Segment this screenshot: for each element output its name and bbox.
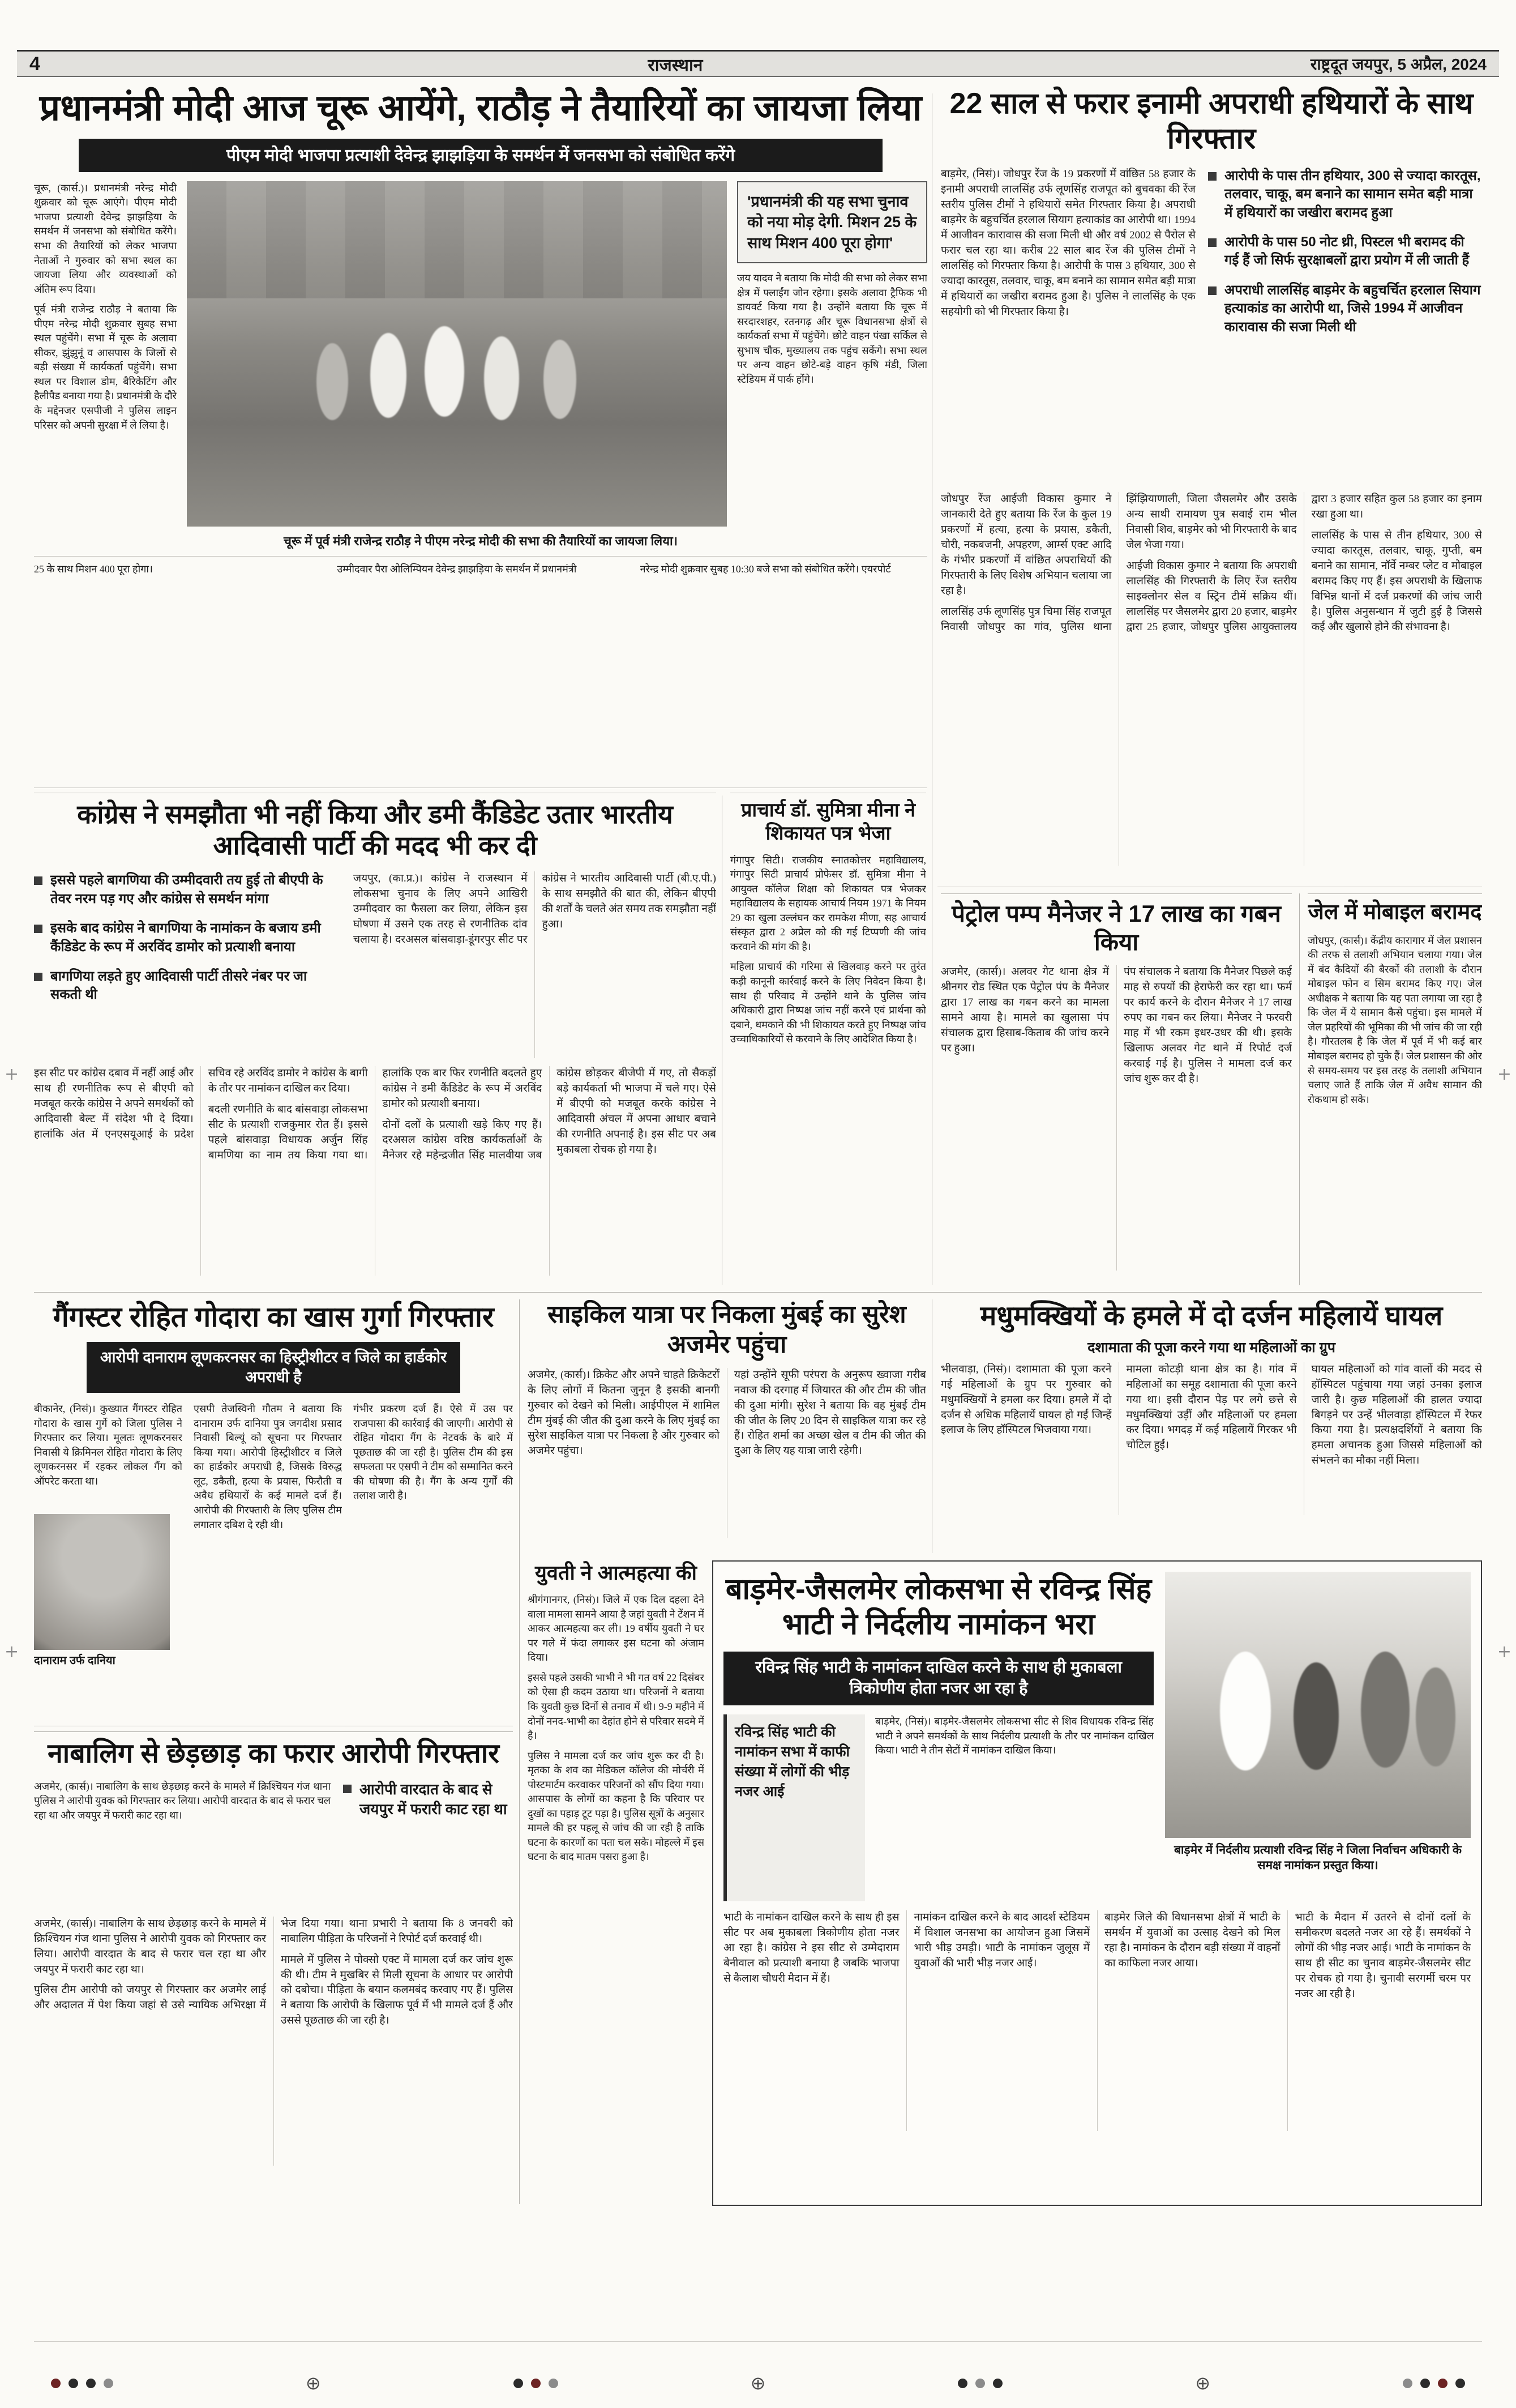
body-continuation: इस सीट पर कांग्रेस दबाव में नहीं आई और साथ ही रणनीतिक रूप से बीएपी को मजबूत करके कांग्रेस ने अपने समर्थकों को आदिवासी बेल्ट में संदेश भी दे दिया। हालांकि अंत में एनएसयूआई के प्रदेश सचिव रहे अरविंद डामोर ने कांग्रेस के बागी के तौर पर नामांकन दाखिल कर दिया। बदली रणनीति के बाद बांसवाड़ा लोकसभा सीट के प्रत्याशी राजकुमार रोत हैं। इससे पहले बांसवाड़ा विधायक अर्जुन सिंह बामणिया का नाम तय किया गया था। हालांकि एक बार फिर रणनीति बदलते हुए कांग्रेस ने डमी कैंडिडेट के रूप में अरविंद डामोर को प्रत्याशी बनाया। दोनों दलों के प्रत्याशी खड़े किए गए हैं। दरअसल कांग्रेस वरिष्ठ कार्यकर्ताओं के मैनेजर रहे महेन्द्रजीत सिंह मालवीया जब कांग्रेस छोड़कर बीजेपी में गए, तो सैकड़ों बड़े कार्यकर्ता भी भाजपा में चले गए। ऐसे में बीएपी को मजबूत करके कांग्रेस ने आदिवासी अंचल में अपना आधार बचाने की रणनीति अपनाई है। इस सीट पर अब मुकाबला रोचक हो गया है। bbox=[34, 1067, 716, 1162]
crop-mark-icon: + bbox=[5, 1064, 19, 1084]
rally-preparation-photo bbox=[187, 181, 727, 527]
headline: नाबालिग से छेड़छाड़ का फरार आरोपी गिरफ्तार bbox=[48, 1739, 499, 1769]
body-column: बाड़मेर, (निसं)। बाड़मेर-जैसलमेर लोकसभा सीट से शिव विधायक रविन्द्र सिंह भाटी ने अपने समर्थकों के साथ निर्दलीय प्रत्याशी के तौर पर नामांकन दाखिल किया। भाटी ने तीन सेटों में नामांकन दाखिल किया। bbox=[875, 1716, 1154, 1756]
masthead bbox=[17, 50, 1499, 77]
headline: युवती ने आत्महत्या की bbox=[535, 1561, 697, 1584]
registration-dot bbox=[1420, 2379, 1430, 2388]
registration-dot bbox=[68, 2379, 78, 2388]
article-petrol-embezzlement bbox=[941, 893, 1292, 1285]
under-column: 25 के साथ मिशन 400 पूरा होगा। bbox=[34, 563, 153, 575]
article-minor-molestation bbox=[34, 1731, 513, 2206]
headline: 22 साल से फरार इनामी अपराधी हथियारों के साथ गिरफ्तार bbox=[949, 87, 1474, 156]
bullet-item bbox=[34, 919, 340, 956]
headline: प्रधानमंत्री मोदी आज चूरू आयेंगे, राठौड़ ने तैयारियों का जायजा लिया bbox=[39, 87, 922, 128]
pull-quote-box: 'प्रधानमंत्री की यह सभा चुनाव को नया मोड़ देगी. मिशन 25 के साथ मिशन 400 पूरा होगा' bbox=[737, 181, 927, 263]
headline: बाड़मेर-जैसलमेर लोकसभा से रविन्द्र सिंह भाटी ने निर्दलीय नामांकन भरा bbox=[725, 1573, 1152, 1641]
body-column: अजमेर, (कार्स)। क्रिकेट और अपने चाहते क्रिकेटरों के लिए लोगों में कितना जुनून है इसकी बानगी गुरुवार को देखने को मिली। आईपीएल में शामिल टीम मुंबई की जीत की दुआ करने के लिए मुंबई का सुरेश साइकिल यात्रा पर निकला है और गुरुवार को अजमेर पहुंचा। यहां उन्होंने सूफी परंपरा के अनुरूप ख्वाजा गरीब नवाज की दरगाह में जियारत की और टीम की जीत की दुआ मांगी। सुरेश ने बताया कि वह मुंबई टीम की जीत के लिए 20 दिन से साइकिल यात्रा कर रहे हैं। रोहित शर्मा का अच्छा खेल व टीम की जीत की दुआ के लिए यह यात्रा जारी रहेगी। bbox=[528, 1368, 926, 1457]
registration-dot bbox=[51, 2379, 61, 2388]
article-gangster-aide bbox=[34, 1300, 513, 1723]
tent-canopy bbox=[187, 181, 727, 298]
photo-figure bbox=[1361, 1652, 1410, 1768]
bullet-text: बागणिया लड़ते हुए आदिवासी पार्टी तीसरे नंबर पर जा सकती थी bbox=[50, 968, 307, 1003]
article-fugitive-arrest bbox=[941, 86, 1482, 882]
bullet-text: इसके बाद कांग्रेस ने बागणिया के नामांकन के बजाय डमी कैंडिडेट के रूप में अरविंद डामोर को प्रत्याशी बनाया bbox=[50, 921, 321, 955]
section-title: राजस्थान bbox=[648, 55, 703, 75]
body-column: बाड़मेर, (निसं)। जोधपुर रेंज के 19 प्रकरणों में वांछित 58 हजार के इनामी अपराधी लालसिंह उर्फ लूणसिंह राजपूत को बुचवका की रेंज स्तरीय पुलिस टीमों ने हथियारों समेत गिरफ्तार किया है। अपराधी बाड़मेर के बहुचर्चित हरलाल सियाग हत्याकांड का आरोपी था। 1994 में आजीवन कारावास की सजा मिली थी और वर्ष 2002 से पैरोल से फरार चल रहा था। करीब 22 साल बाद रेंज की पुलिस टीमों ने लालसिंह को गिरफ्तार किया है। आरोपी के पास 3 हथियार, 300 से ज्यादा कारतूस, तलवार, चाकू, बम बनाने का सामान समेत बड़ी मात्रा में हथियारों का जखीरा बरामद हुआ है। पुलिस ने लालसिंह के एक सहयोगी को भी गिरफ्तार किया है। bbox=[941, 168, 1196, 318]
kicker-bar: पीएम मोदी भाजपा प्रत्याशी देवेन्द्र झाझड़िया के समर्थन में जनसभा को संबोधित करेंगे bbox=[79, 139, 883, 172]
highlight-note: आरोपी वारदात के बाद से जयपुर में फरारी काट रहा था bbox=[359, 1780, 507, 1817]
registration-dot bbox=[1455, 2379, 1465, 2388]
registration-dots bbox=[51, 2379, 113, 2388]
registration-dot bbox=[975, 2379, 985, 2388]
article-bee-attack bbox=[941, 1300, 1482, 1555]
photo-figure bbox=[370, 333, 406, 418]
kicker-bar: रविन्द्र सिंह भाटी के नामांकन दाखिल करने के साथ ही मुकाबला त्रिकोणीय होता नजर आ रहा है bbox=[723, 1652, 1154, 1705]
article-principal-complaint bbox=[730, 793, 926, 1288]
square-bullet-icon bbox=[34, 973, 42, 981]
body-column: बीकानेर, (निसं)। कुख्यात गैंगस्टर रोहित गोदारा के खास गुर्गे को जिला पुलिस ने गिरफ्तार कर लिया। मूलतः लूणकरनसर निवासी ये क्रिमिनल रोहित गोदारा के लिए लूणकरनसर में रहकर लोकल गैंग को ऑपरेट करता था। bbox=[34, 1403, 182, 1487]
registration-dot bbox=[1403, 2379, 1412, 2388]
body-column: जोधपुर, (कार्स)। केंद्रीय कारागार में जेल प्रशासन की तरफ से तलाशी अभियान चलाया गया। जेल में बंद कैदियों की बैरकों की तलाशी के दौरान मोबाइल फोन व सिम बरामद किए गए। जेल अधीक्षक ने बताया कि यह पता लगाया जा रहा है कि जेल में ये सामान कैसे पहुंचा। इस मामले में जेल प्रहरियों की भूमिका की भी जांच की जा रही है। गौरतलब है कि जेल में पूर्व में भी कई बार मोबाइल बरामद हो चुके हैं। जेल प्रशासन की ओर से समय-समय पर इस तरह के तलाशी अभियान चलाए जाते हैं ताकि जेल में अवैध सामान की रोकथाम हो सके। bbox=[1308, 934, 1482, 1105]
registration-dot bbox=[993, 2379, 1003, 2388]
registration-dot bbox=[86, 2379, 96, 2388]
photo-figure bbox=[425, 326, 464, 417]
column-rule bbox=[1299, 893, 1300, 1285]
article-yuvati bbox=[528, 1560, 704, 2206]
accused-portrait-photo bbox=[34, 1514, 170, 1650]
crop-mark-icon: + bbox=[1497, 1064, 1511, 1084]
registration-dots bbox=[513, 2379, 558, 2388]
page-number: 4 bbox=[29, 53, 40, 75]
body-column: गंगापुर सिटी। राजकीय स्नातकोत्तर महाविद्यालय, गंगापुर सिटी प्राचार्य प्रोफेसर डॉ. सुमित्रा मीना ने आयुक्त कॉलेज शिक्षा को शिकायत पत्र भेजकर महाविद्यालय के सहायक आचार्य नियम 1971 के नियम 29 का खुला उल्लंघन कर रामकेश मीणा, सह आचार्य संस्कृत द्वारा 2 अप्रेल को की गई टिप्पणी की जांच करवाने की मांग की है। महिला प्राचार्य की गरिमा से खिलवाड़ करने पर तुरंत कड़ी कानूनी कार्रवाई करने के लिए निवेदन किया है। साथ ही परिवाद में उन्होंने थाने के पुलिस जांच अधिकारी द्वारा निष्पक्ष जांच नहीं करने एवं प्रार्थना को दबाने, धमकाने की भी शिकायत करते हुए निष्पक्ष जांच उच्चाधिकारियों से करवाने के लिए आदेशित किया है। bbox=[730, 854, 926, 1045]
target-mark-icon: ⊕ bbox=[305, 2372, 321, 2394]
portrait-caption: दानाराम उर्फ दानिया bbox=[34, 1654, 115, 1667]
section-rule bbox=[34, 1292, 1482, 1293]
body-column: अजमेर, (कार्स)। अलवर गेट थाना क्षेत्र में श्रीनगर रोड स्थित एक पेट्रोल पंप के मैनेजर द्वारा 17 लाख का गबन करने का मामला सामने आया है। मामले का खुलासा पंप संचालक द्वारा हिसाब-किताब की जांच करने पर हुआ। पंप संचालक ने बताया कि मैनेजर पिछले कई माह से रुपयों की हेराफेरी कर रहा था। फर्म पर कार्य करने के दौरान मैनेजर ने 17 लाख रुपए का गबन कर लिया। मैनेजर ने फरवरी माह में भी रकम इधर-उधर की थी। इसके खिलाफ अलवर गेट थाने में रिपोर्ट दर्ज करवाई गई है। पुलिस ने मामला दर्ज कर जांच शुरू कर दी है। bbox=[941, 965, 1292, 1085]
body-column: एसपी तेजस्विनी गौतम ने बताया कि दानाराम उर्फ दानिया पुत्र जगदीश प्रसाद निवासी बिल्यूं को सूचना पर गिरफ्तार किया गया। आरोपी हिस्ट्रीशीटर व जिले का हार्डकोर अपराधी है, जिसके विरुद्ध लूट, डकैती, हत्या के प्रयास, फिरौती व अवैध हथियारों के कई मामले दर्ज हैं। आरोपी की गिरफ्तारी के लिए पुलिस टीम लगातार दबिश दे रही थी। bbox=[194, 1403, 342, 1530]
square-bullet-icon bbox=[343, 1785, 352, 1793]
headline: जेल में मोबाइल बरामद bbox=[1308, 900, 1482, 924]
body-column: जय यादव ने बताया कि मोदी की सभा को लेकर सभा क्षेत्र में फ्लाईंग जोन रहेगा। इसके अलावा ट्रैफिक भी डायवर्ट किया गया है। उन्होंने बताया कि चूरू में सरदारशहर, रतनगढ़ और चूरू विधानसभा क्षेत्रों से कार्यकर्ता सभा में पहुंचेंगे। छोटे वाहन पंखा सर्किल से सुभाष चौक, मुख्यालय तक पहुंच सकेंगे। सभा स्थल पर अन्य वाहन छोटे-बड़े वाहन कृषि मंडी, जिला स्टेडियम में पार्क होंगे। bbox=[737, 272, 927, 385]
photo-figure bbox=[484, 336, 519, 420]
info-box: रविन्द्र सिंह भाटी की नामांकन सभा में काफी संख्या में लोगों की भीड़ नजर आई bbox=[723, 1714, 865, 1901]
nomination-photo bbox=[1165, 1572, 1471, 1838]
target-mark-icon: ⊕ bbox=[750, 2372, 766, 2394]
body-column: चूरू, (कार्स.)। प्रधानमंत्री नरेन्द्र मोदी शुक्रवार को चूरू आएंगे। पीएम मोदी भाजपा प्रत्याशी देवेन्द्र झाझड़िया के समर्थन में जनसभा को संबोधित करेंगे। सभा की तैयारियों को लेकर भाजपा नेताओं ने गुरुवार को सभा स्थल का जायजा लिया और व्यवस्थाओं को अंतिम रूप दिया। पूर्व मंत्री राजेन्द्र राठौड़ ने बताया कि पीएम नरेन्द्र मोदी शुक्रवार सुबह सभा स्थल पहुंचेंगे। सभा में चूरू के अलावा सीकर, झुंझुनूं व आसपास के जिलों से बड़ी संख्या में कार्यकर्ता पहुंचेंगे। सभा स्थल पर विशाल डोम, बैरिकेटिंग और हैलीपैड बनाया गया है। प्रधानमंत्री के दौरे के मद्देनजर एसपीजी ने पुलिस लाइन परिसर को अपनी सुरक्षा में ले लिया है। bbox=[34, 182, 177, 431]
headline: कांग्रेस ने समझौता भी नहीं किया और डमी कैंडिडेट उतार भारतीय आदिवासी पार्टी की मदद भी कर दी bbox=[77, 799, 673, 861]
bullet-text: अपराधी लालसिंह बाड़मेर के बहुचर्चित हरलाल सियाग हत्याकांड का आरोपी था, जिसे 1994 में आजीवन कारावास की सजा मिली थी bbox=[1224, 282, 1481, 335]
bullet-text: आरोपी के पास तीन हथियार, 300 से ज्यादा कारतूस, तलवार, चाकू, बम बनाने का सामान समेत बड़ी मात्रा में हथियारों का जखीरा बरामद हुआ bbox=[1224, 168, 1481, 220]
bullet-item bbox=[1208, 233, 1482, 270]
square-bullet-icon bbox=[1208, 238, 1217, 247]
registration-dots bbox=[958, 2379, 1003, 2388]
bullet-text: आरोपी के पास 50 नोट थ्री, पिस्टल भी बरामद की गई हैं जो सिर्फ सुरक्षाबलों द्वारा प्रयोग में ली जाती हैं bbox=[1224, 234, 1470, 268]
bullet-item bbox=[34, 968, 340, 1004]
registration-dot bbox=[513, 2379, 523, 2388]
headline: प्राचार्य डॉ. सुमित्रा मीना ने शिकायत पत्र भेजा bbox=[741, 799, 915, 844]
crop-mark-icon: + bbox=[1497, 1642, 1511, 1662]
article-cycle-yatra bbox=[528, 1300, 926, 1555]
body-column: भीलवाड़ा, (निसं)। दशामाता की पूजा करने गई महिलाओं के ग्रुप पर गुरुवार को मधुमक्खियों ने हमला कर दिया। हमले में दो दर्जन से अधिक महिलायें घायल हो गईं जिन्हें इलाज के लिए हॉस्पिटल भिजवाया गया। मामला कोटड़ी थाना क्षेत्र का है। गांव में महिलाओं का समूह दशामाता की पूजा करने गया था। इसी दौरान पेड़ पर लगे छत्ते से मधुमक्खियां उड़ीं और महिलाओं पर हमला कर दिया। भगदड़ में कई महिलायें गिरकर भी चोटिल हुईं। घायल महिलाओं को गांव वालों की मदद से हॉस्पिटल पहुंचाया गया जहां उनका इलाज जारी है। कुछ महिलाओं की हालत ज्यादा बिगड़ने पर उन्हें भीलवाड़ा हॉस्पिटल में रेफर किया गया है। प्रत्यक्षदर्शियों ने बताया कि हमला अचानक हुआ जिससे महिलाओं को संभलने का मौका नहीं मिला। bbox=[941, 1363, 1482, 1467]
headline: साइकिल यात्रा पर निकला मुंबई का सुरेश अजमेर पहुंचा bbox=[547, 1301, 906, 1358]
photo-caption: चूरू में पूर्व मंत्री राजेन्द्र राठौड़ ने पीएम नरेन्द्र मोदी की सभा की तैयारियों का जायजा लिया। bbox=[283, 533, 678, 548]
edition-date: राष्ट्रदूत जयपुर, 5 अप्रैल, 2024 bbox=[1310, 55, 1487, 73]
photo-figure bbox=[543, 340, 576, 419]
body-continuation: जोधपुर रेंज आईजी विकास कुमार ने जानकारी देते हुए बताया कि रेंज के कुल 19 प्रकरणों में हत्या, हत्या के प्रयास, डकैती, चोरी, नकबजनी, अपहरण, आर्म्स एक्ट आदि के गंभीर प्रकरणों में वांछित अपराधियों की गिरफ्तारी के लिए विशेष अभियान चलाया जा रहा है। लालसिंह उर्फ लूणसिंह पुत्र चिमा सिंह राजपूत निवासी जोधपुर का गांव, पुलिस थाना झिंझियाणाली, जिला जैसलमेर और उसके अन्य साथी रामायण पुत्र सवाई राम भील निवासी शिव, बाड़मेर को भी गिरफ्तारी के बाद जेल भेजा गया। आईजी विकास कुमार ने बताया कि अपराधी लालसिंह की गिरफ्तारी के लिए रेंज स्तरीय साइक्लोनर सेल व स्ट्रिन टीमें सक्रिय थीं। लालसिंह पर जैसलमेर द्वारा 20 हजार, बाड़मेर द्वारा 25 हजार, जोधपुर पुलिस आयुक्तालय द्वारा 3 हजार सहित कुल 58 हजार का इनाम रखा हुआ था। लालसिंह के पास से तीन हथियार, 300 से ज्यादा कारतूस, तलवार, चाकू, गुप्ती, बम बनाने का सामान, नॉर्वे नम्बर प्लेट व मोबाइल बरामद किए गए हैं। इस अपराधी के खिलाफ विभिन्न थानों में दर्ज प्रकरणों की जांच जारी है। पुलिस अनुसन्धान में जुटी हुई है जिससे कई और खुलासे होने की संभावना है। bbox=[941, 493, 1482, 633]
bullet-item bbox=[1208, 281, 1482, 336]
headline: पेट्रोल पम्प मैनेजर ने 17 लाख का गबन किया bbox=[952, 900, 1281, 956]
article-bhati-nomination bbox=[712, 1560, 1482, 2206]
column-rule bbox=[519, 1299, 520, 2204]
print-registration-strip bbox=[17, 2371, 1499, 2396]
under-column: उम्मीदवार पैरा ओलिम्पियन देवेन्द्र झाझड़िया के समर्थन में प्रधानमंत्री bbox=[337, 563, 577, 575]
bullet-item bbox=[34, 871, 340, 908]
kicker-bar: आरोपी दानाराम लूणकरनसर का हिस्ट्रीशीटर व जिले का हार्डकोर अपराधी है bbox=[87, 1342, 460, 1393]
square-bullet-icon bbox=[34, 925, 42, 933]
under-column: नरेन्द्र मोदी शुक्रवार सुबह 10:30 बजे सभा को संबोधित करेंगे। एयरपोर्ट bbox=[640, 563, 891, 575]
registration-dot bbox=[549, 2379, 558, 2388]
footer-rule bbox=[34, 2341, 1482, 2342]
photo-figure bbox=[1294, 1662, 1339, 1770]
photo-caption: बाड़मेर में निर्दलीय प्रत्याशी रविन्द्र सिंह ने जिला निर्वाचन अधिकारी के समक्ष नामांकन प्रस्तुत किया। bbox=[1174, 1844, 1462, 1872]
bullet-item bbox=[1208, 167, 1482, 222]
photo-figure bbox=[1220, 1652, 1271, 1770]
body-column: अजमेर, (कार्स)। नाबालिग के साथ छेड़छाड़ करने के मामले में क्रिश्चियन गंज थाना पुलिस ने आरोपी युवक को गिरफ्तार कर लिया। आरोपी वारदात के बाद से फरार चल रहा था और जयपुर में फरारी काट रहा था। bbox=[34, 1780, 331, 1821]
square-bullet-icon bbox=[1208, 286, 1217, 295]
headline: गैंगस्टर रोहित गोदारा का खास गुर्गा गिरफ्तार bbox=[53, 1301, 494, 1333]
body-column: जयपुर, (का.प्र.)। कांग्रेस ने राजस्थान में लोकसभा चुनाव के लिए अपने आखिरी उम्मीदवार का फैसला कर लिया, लेकिन इस घोषणा में उसने एक तरह से रणनीतिक दांव चलाया है। दरअसल बांसवाड़ा-डूंगरपुर सीट पर कांग्रेस ने भारतीय आदिवासी पार्टी (बी.ए.पी.) के साथ समझौते की बात की, लेकिन बीएपी की शर्तों के चलते अंत समय तक समझौता नहीं हुआ। bbox=[353, 872, 716, 946]
strap-line: दशामाता की पूजा करने गया था महिलाओं का ग्रुप bbox=[1087, 1339, 1335, 1355]
square-bullet-icon bbox=[34, 876, 42, 885]
headline: मधुमक्खियों के हमले में दो दर्जन महिलायें घायल bbox=[980, 1301, 1443, 1331]
article-modi-churu bbox=[34, 86, 927, 785]
registration-dot bbox=[104, 2379, 113, 2388]
registration-dot bbox=[1438, 2379, 1448, 2388]
registration-dot bbox=[531, 2379, 541, 2388]
photo-figure bbox=[1416, 1667, 1455, 1767]
crop-mark-icon: + bbox=[5, 1642, 19, 1662]
square-bullet-icon bbox=[1208, 172, 1217, 181]
body-column: श्रीगंगानगर, (निसं)। जिले में एक दिल दहला देने वाला मामला सामने आया है जहां युवती ने टेंशन में आकर आत्महत्या कर ली। 19 वर्षीय युवती ने घर पर गले में फंदा लगाकर इस घटना को अंजाम दिया। इससे पहले उसकी भाभी ने भी गत वर्ष 22 दिसंबर को ऐसा ही कदम उठाया था। परिजनों ने बताया कि युवती कुछ दिनों से तनाव में थी। 9-9 महीने में दोनों ननद-भाभी का देहांत होने से परिवार सदमे में है। पुलिस ने मामला दर्ज कर जांच शुरू कर दी है। मृतका के शव का मेडिकल कॉलेज की मोर्चरी में पोस्टमार्टम करवाकर परिजनों को सौंप दिया गया। आसपास के लोगों का कहना है कि परिवार पर दुखों का पहाड़ टूट पड़ा है। पुलिस सूत्रों के अनुसार मामले की हर पहलू से जांच की जा रही है ताकि घटना के कारणों का पता चल सके। मोहल्ले में इस घटना के बाद मातम पसरा हुआ है। bbox=[528, 1594, 704, 1863]
body-continuation: अजमेर, (कार्स)। नाबालिग के साथ छेड़छाड़ करने के मामले में क्रिश्चियन गंज थाना पुलिस ने आरोपी युवक को गिरफ्तार कर लिया। आरोपी वारदात के बाद से फरार चल रहा था और जयपुर में फरारी काट रहा था। पुलिस टीम आरोपी को जयपुर से गिरफ्तार कर अजमेर लाई और अदालत में पेश किया जहां से उसे न्यायिक अभिरक्षा में भेज दिया गया। थाना प्रभारी ने बताया कि 8 जनवरी को नाबालिग पीड़िता के परिजनों ने रिपोर्ट दर्ज करवाई थी। मामले में पुलिस ने पोक्सो एक्ट में मामला दर्ज कर जांच शुरू की थी। टीम ने मुखबिर से मिली सूचना के आधार पर आरोपी को दबोचा। पीड़िता के बयान कलमबंद करवाए गए हैं। पुलिस ने बताया कि आरोपी के खिलाफ पूर्व में भी मामले दर्ज हैं और उससे पूछताछ की जा रही है। bbox=[34, 1917, 513, 2027]
body-continuation: भाटी के नामांकन दाखिल करने के साथ ही इस सीट पर अब मुकाबला त्रिकोणीय होता नजर आ रहा है। कांग्रेस ने इस सीट से उम्मेदाराम बेनीवाल को प्रत्याशी बनाया है जबकि भाजपा से कैलाश चौधरी मैदान में हैं। नामांकन दाखिल करने के बाद आदर्श स्टेडियम में विशाल जनसभा का आयोजन हुआ जिसमें भारी भीड़ उमड़ी। भाटी के नामांकन जुलूस में युवाओं की भारी भीड़ नजर आई। बाड़मेर जिले की विधानसभा क्षेत्रों में भाटी के समर्थन में युवाओं का उत्साह देखने को मिल रहा है। नामांकन के दौरान बड़ी संख्या में वाहनों का काफिला नजर आया। भाटी के मैदान में उतरने से दोनों दलों के समीकरण बदलते नजर आ रहे हैं। समर्थकों ने लोगों की भीड़ नजर आई। भाटी के नामांकन के साथ ही सीट का चुनाव बाड़मेर-जैसलमेर सीट पर रोचक हो गया है। चुनावी सरगर्मी चरम पर नजर आ रही है। bbox=[723, 1911, 1471, 2000]
registration-dot bbox=[958, 2379, 967, 2388]
body-column: गंभीर प्रकरण दर्ज हैं। ऐसे में उस पर राजपासा की कार्रवाई की जाएगी। आरोपी से रोहित गोदारा गैंग के नेटवर्क के बारे में पूछताछ की जा रही है। पुलिस टीम की इस सफलता पर एसपी ने टीम को सम्मानित करने की घोषणा की है। गैंग के अन्य गुर्गों की तलाश जारी है। bbox=[353, 1403, 513, 1502]
article-jail-mobile bbox=[1308, 893, 1482, 1285]
article-congress-bap bbox=[34, 793, 716, 1288]
photo-figure bbox=[316, 343, 348, 420]
bullet-text: इससे पहले बागणिया की उम्मीदवारी तय हुई तो बीएपी के तेवर नरम पड़ गए और कांग्रेस से समर्थन मांगा bbox=[50, 872, 323, 906]
registration-dots bbox=[1403, 2379, 1465, 2388]
target-mark-icon: ⊕ bbox=[1195, 2372, 1211, 2394]
